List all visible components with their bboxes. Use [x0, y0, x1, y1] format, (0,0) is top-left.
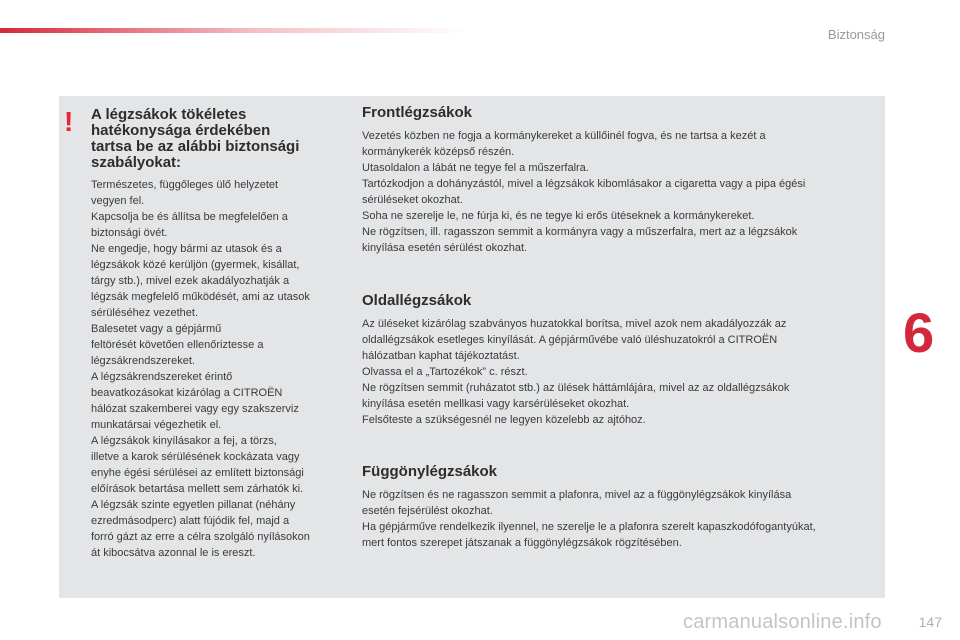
section-body-line: Az üléseket kizárólag szabványos huzatokkal borítsa, mivel azok nem akadályozzák az: [362, 318, 787, 330]
watermark-text: carmanualsonline.info: [683, 611, 882, 633]
warning-body-line: Kapcsolja be és állítsa be megfelelően a: [91, 211, 288, 223]
warning-body-line: A légzsákrendszereket érintő: [91, 371, 233, 383]
section-body-line: Ha gépjárműve rendelkezik ilyennel, ne szerelje le a plafonra szerelt kapaszkodófogantyúkat,: [362, 521, 816, 533]
warning-body-line: Természetes, függőleges ülő helyzetet: [91, 179, 279, 191]
section-body-line: oldallégzsákok esetleges kinyílását. A gépjárművébe való üléshuzatokról a CITROËN: [362, 334, 778, 346]
warning-body-line: előírások betartása mellett sem zárhatók ki.: [91, 483, 304, 495]
section-body-line: Vezetés közben ne fogja a kormánykereket a küllőinél fogva, és ne tartsa a kezét a: [362, 130, 766, 142]
warning-body-line: légzsákok közé kerüljön (gyermek, kisállat,: [91, 259, 300, 271]
warning-body-line: munkatársai végezhetik el.: [91, 419, 222, 431]
section-body-line: esetén fejsérülést okozhat.: [362, 505, 493, 517]
header-accent-bar: [0, 28, 470, 33]
section-body-line: Olvassa el a „Tartozékok” c. részt.: [362, 366, 528, 378]
section-label: Biztonság: [827, 27, 885, 42]
section-body-oldallegzsakok: [362, 316, 877, 428]
warning-body-line: légzsákrendszereket.: [91, 355, 195, 367]
warning-heading-line: A légzsákok tökéletes: [91, 106, 247, 123]
exclamation-icon: !: [64, 106, 74, 137]
section-body-line: Ne rögzítsen semmit (ruházatot stb.) az ülések háttámlájára, mivel az az oldallégzsákok: [362, 382, 790, 394]
section-body-line: Ne rögzítsen, ill. ragasszon semmit a kormányra vagy a műszerfalra, mert az a légzsákok: [362, 226, 798, 238]
warning-body-line: Ne engedje, hogy bármi az utasok és a: [91, 243, 282, 255]
warning-body-line: A légzsákok kinyílásakor a fej, a törzs,: [91, 435, 277, 447]
section-body-line: kinyílása esetén sérülést okozhat.: [362, 242, 528, 254]
warning-body-line: át kibocsátva azonnal le is ereszt.: [91, 547, 256, 559]
warning-body-line: hálózat szakemberei vagy egy szakszerviz: [91, 403, 299, 415]
section-body-line: Utasoldalon a lábát ne tegye fel a műszerfalra.: [362, 162, 589, 174]
section-body-line: mert fontos szerepet játszanak a függönylégzsákok rögzítésében.: [362, 537, 682, 549]
warning-body-line: enyhe égési sérülései az említett biztonsági: [91, 467, 304, 479]
warning-body-line: biztonsági övét.: [91, 227, 168, 239]
section-body-line: sérüléseket okozhat.: [362, 194, 463, 206]
chapter-number: 6: [903, 301, 935, 364]
section-body-line: Soha ne szerelje le, ne fúrja ki, és ne tegye ki erős ütéseknek a kormánykereket.: [362, 210, 755, 222]
section-body-line: Ne rögzítsen és ne ragasszon semmit a plafonra, mivel az a függönylégzsákok kinyílása: [362, 489, 792, 501]
section-body-line: Felsőteste a szükségesnél ne legyen közelebb az ajtóhoz.: [362, 414, 646, 426]
warning-body-line: sérüléséhez vezethet.: [91, 307, 199, 319]
warning-body-line: ezredmásodperc) alatt fújódik fel, majd a: [91, 515, 290, 527]
section-title-fuggonylegzsakok: Függönylégzsákok: [362, 463, 498, 480]
warning-heading-line: szabályokat:: [91, 154, 182, 171]
warning-body-line: tárgy stb.), mivel ezek akadályozhatják a: [91, 275, 290, 287]
warning-body-line: vegyen fel.: [91, 195, 145, 207]
warning-body-line: forró gázt az erre a célra szolgáló nyílásokon: [91, 531, 310, 543]
section-body-line: hálózatban kaphat tájékoztatást.: [362, 350, 520, 362]
page-number: 147: [918, 614, 942, 630]
section-body-line: Tartózkodjon a dohányzástól, mivel a légzsákok kibomlásakor a cigaretta vagy a pipa égési: [362, 178, 806, 190]
warning-heading-line: tartsa be az alábbi biztonsági: [91, 138, 300, 155]
section-title-frontlegzsakok: Frontlégzsákok: [362, 104, 473, 121]
warning-heading-line: hatékonysága érdekében: [91, 122, 271, 139]
warning-body-line: feltörését követően ellenőriztesse a: [91, 339, 264, 351]
warning-body-line: légzsák megfelelő működését, ami az utasok: [91, 291, 310, 303]
warning-body-line: illetve a karok sérülésének kockázata vagy: [91, 451, 300, 463]
warning-body: [91, 177, 353, 561]
section-body-line: kormánykerék középső részén.: [362, 146, 515, 158]
section-title-oldallegzsakok: Oldallégzsákok: [362, 292, 472, 309]
section-body-line: kinyílása esetén mellkasi vagy karsérüléseket okozhat.: [362, 398, 630, 410]
section-body-fuggonylegzsakok: [362, 487, 877, 551]
warning-body-line: Balesetet vagy a gépjármű: [91, 323, 222, 335]
section-body-frontlegzsakok: [362, 128, 877, 256]
warning-body-line: beavatkozásokat kizárólag a CITROËN: [91, 387, 283, 399]
warning-heading: [91, 107, 341, 171]
warning-body-line: A légzsák szinte egyetlen pillanat (néhány: [91, 499, 296, 511]
